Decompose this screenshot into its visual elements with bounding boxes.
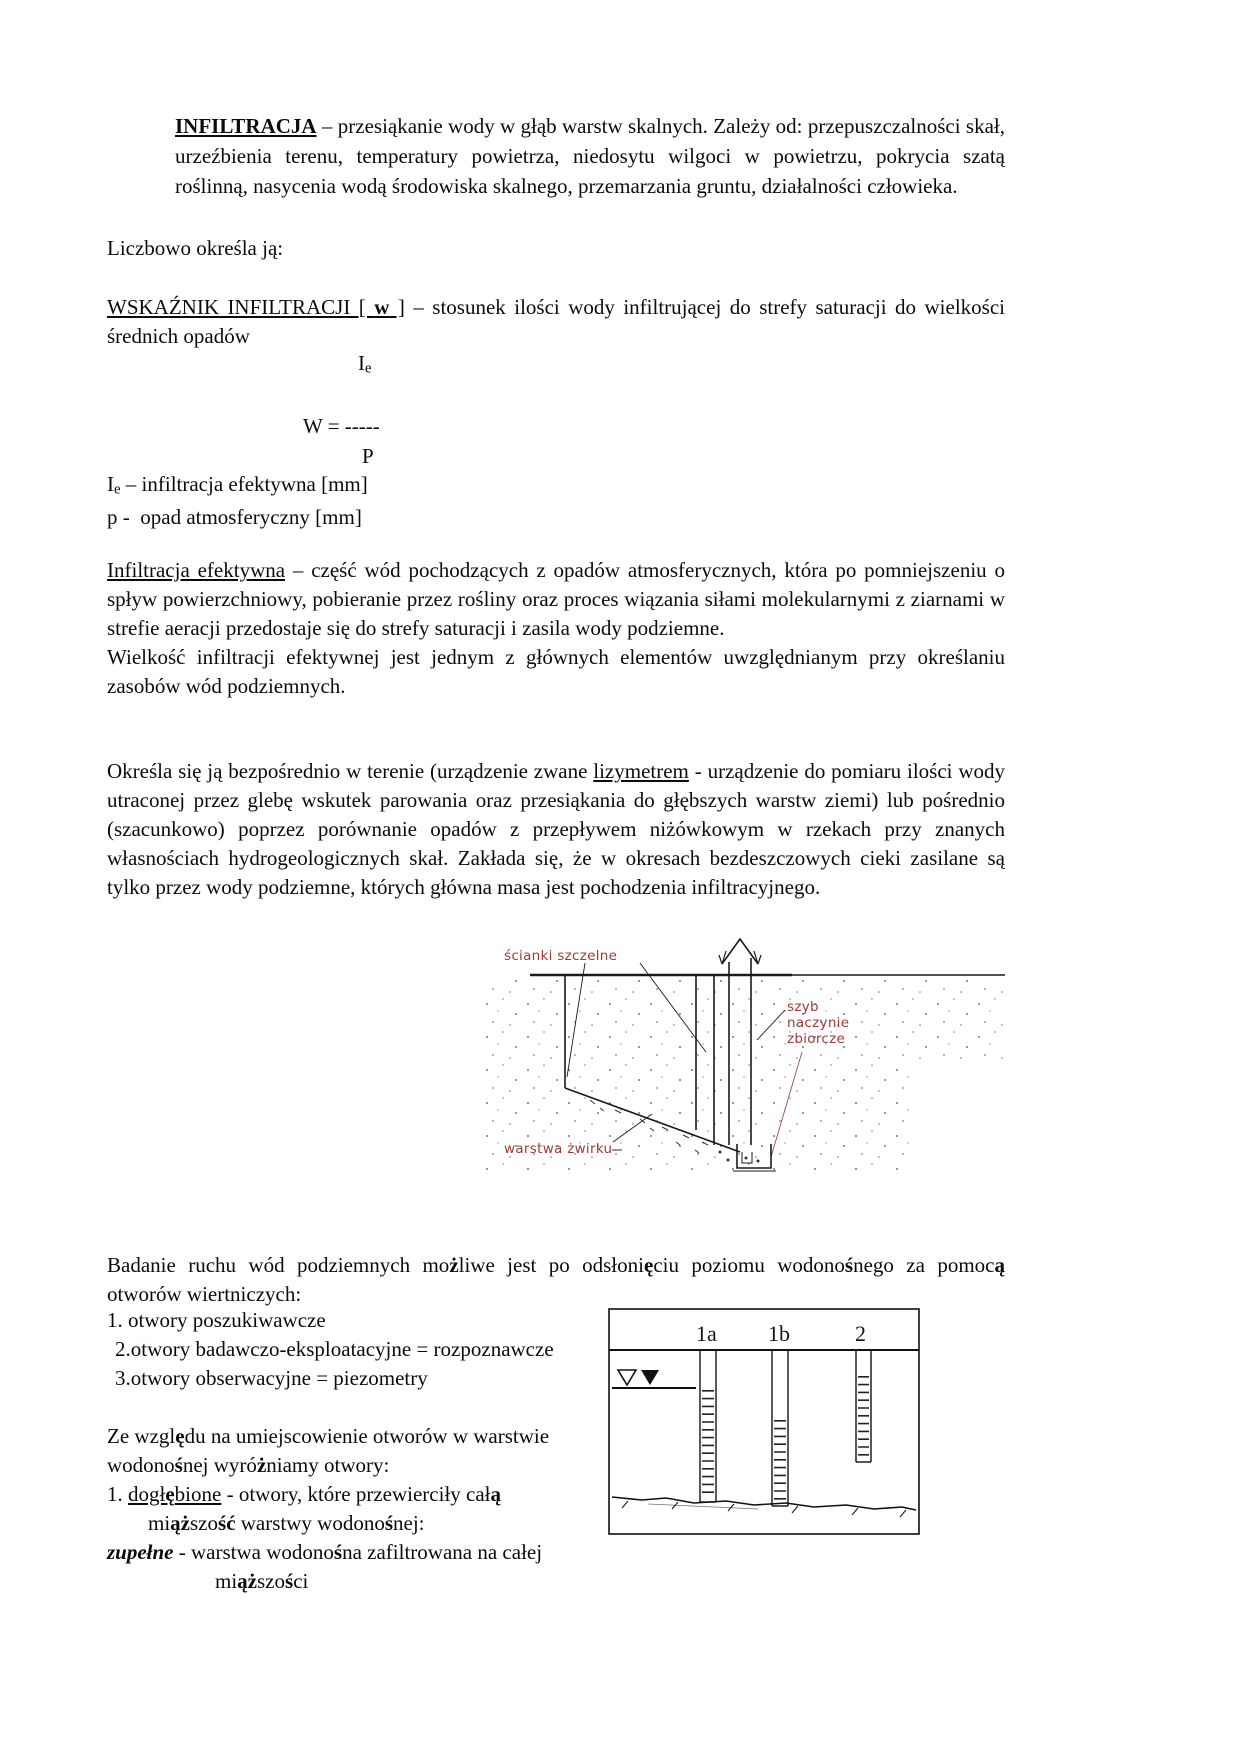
zupelne-continuation: miąższości bbox=[215, 1569, 309, 1593]
shaft-label: szyb bbox=[787, 999, 819, 1015]
doglebione-continuation: miąższość warstwy wodonośnej: bbox=[148, 1511, 425, 1535]
formula-denominator: P bbox=[362, 444, 374, 468]
lysimeter-figure bbox=[440, 930, 1020, 1190]
efektywna-note: Wielkość infiltracji efektywnej jest jednym z głównych elementów uwzględnianym przy określaniu zasobów wód podziemnych. bbox=[107, 645, 1005, 698]
efektywna-block bbox=[107, 556, 1005, 701]
blank-line bbox=[107, 1393, 612, 1422]
bottom-text-column bbox=[107, 1306, 612, 1596]
doglebione-line: 1. dogłębione - otwory, które przewierciły całą bbox=[107, 1482, 502, 1506]
zupelne-line: zupełne - warstwa wodonośna zafiltrowana na całej bbox=[107, 1540, 543, 1564]
wskaznik-term: WSKAŹNIK INFILTRACJI [ w ] bbox=[107, 295, 405, 319]
zupelne-term: zupełne bbox=[107, 1540, 174, 1564]
wells-figure bbox=[608, 1308, 920, 1536]
wskaznik-text: – stosunek ilości wody infiltrującej do strefy saturacji do wielkości średnich opadów bbox=[107, 295, 1005, 348]
well-1a-label: 1a bbox=[696, 1321, 717, 1346]
ze-wzgledu-line2: wodonośnej wyróżniamy otwory: bbox=[107, 1453, 390, 1477]
intro-paragraph bbox=[175, 111, 1005, 201]
liczbowo-line: Liczbowo określa ją: bbox=[107, 236, 284, 260]
intro-text: – przesiąkanie wody w głąb warstw skalnych. Zależy od: przepuszczalności skał, urzeźbienia terenu, temperatury powietrza, niedosytu wilgoci w powietrzu, pokrycia szatą roślinną, nasycenia wodą środowiska skalnego, przemarzania gruntu, działalności człowieka. bbox=[175, 114, 1005, 198]
intro-term: INFILTRACJA bbox=[175, 114, 317, 138]
list-item: 2.otwory badawczo-eksploatacyjne = rozpoznawcze bbox=[115, 1337, 554, 1361]
okresla-paragraph: Określa się ją bezpośrednio w terenie (urządzenie zwane lizymetrem - urządzenie do pomiaru ilości wody utraconej przez glebę wskutek parowania oraz przesiąkania do głębszych warstw ziemi) lub pośrednio (szacunkowo) poprzez porównanie opadów z przepływem niżówkowym w rzekach przy znanych własnościach hydrogeologicznych skał. Zakłada się, że w okresach bezdeszczowych cieki zasilane są tylko przez wody podziemne, których główna masa jest pochodzenia infiltracyjnego. bbox=[107, 759, 1005, 899]
list-item: 3.otwory obserwacyjne = piezometry bbox=[115, 1366, 428, 1390]
formula-numerator: $I_e$ bbox=[358, 351, 372, 377]
efektywna-term: Infiltracja efektywna bbox=[107, 558, 286, 582]
list-item: 1. otwory poszukiwawcze bbox=[107, 1308, 326, 1332]
vessel-label-line1: naczynie bbox=[787, 1015, 850, 1031]
formula-equation: W = ----- bbox=[303, 414, 380, 438]
efektywna-paragraph: Infiltracja efektywna – część wód pochodzących z opadów atmosferycznych, która po pomniejszeniu o spływ powierzchniowy, pobieranie przez rośliny oraz proces wiązania siłami molekularnymi z ziarnami w strefie aeracji przedostaje się do strefy saturacji i zasila wody podziemne. bbox=[107, 558, 1005, 640]
well-2-label: 2 bbox=[855, 1321, 866, 1346]
wskaznik-paragraph bbox=[107, 293, 1005, 351]
formula-fraction-bar: ----- bbox=[344, 414, 380, 438]
figure-border bbox=[609, 1309, 919, 1534]
lizymetr-term: lizymetrem bbox=[593, 759, 689, 783]
vessel-label-line2: zbiorcze bbox=[787, 1031, 846, 1047]
gravel-label: warstwa żwirku bbox=[504, 1141, 613, 1157]
doglebione-term: dogłębione bbox=[128, 1482, 222, 1506]
walls-label: ścianki szczelne bbox=[504, 948, 618, 964]
definition-p: p - opad atmosferyczny [mm] bbox=[107, 505, 362, 529]
badanie-paragraph: Badanie ruchu wód podziemnych możliwe jest po odsłonięciu poziomu wodonośnego za pomocą otworów wiertniczych: bbox=[107, 1253, 1005, 1306]
well-1b-label: 1b bbox=[768, 1321, 790, 1346]
ze-wzgledu-line1: Ze względu na umiejscowienie otworów w warstwie bbox=[107, 1424, 550, 1448]
upflow-arrow-icon bbox=[719, 939, 761, 964]
definition-ie: $I_e$ – infiltracja efektywna [mm] bbox=[107, 472, 368, 498]
